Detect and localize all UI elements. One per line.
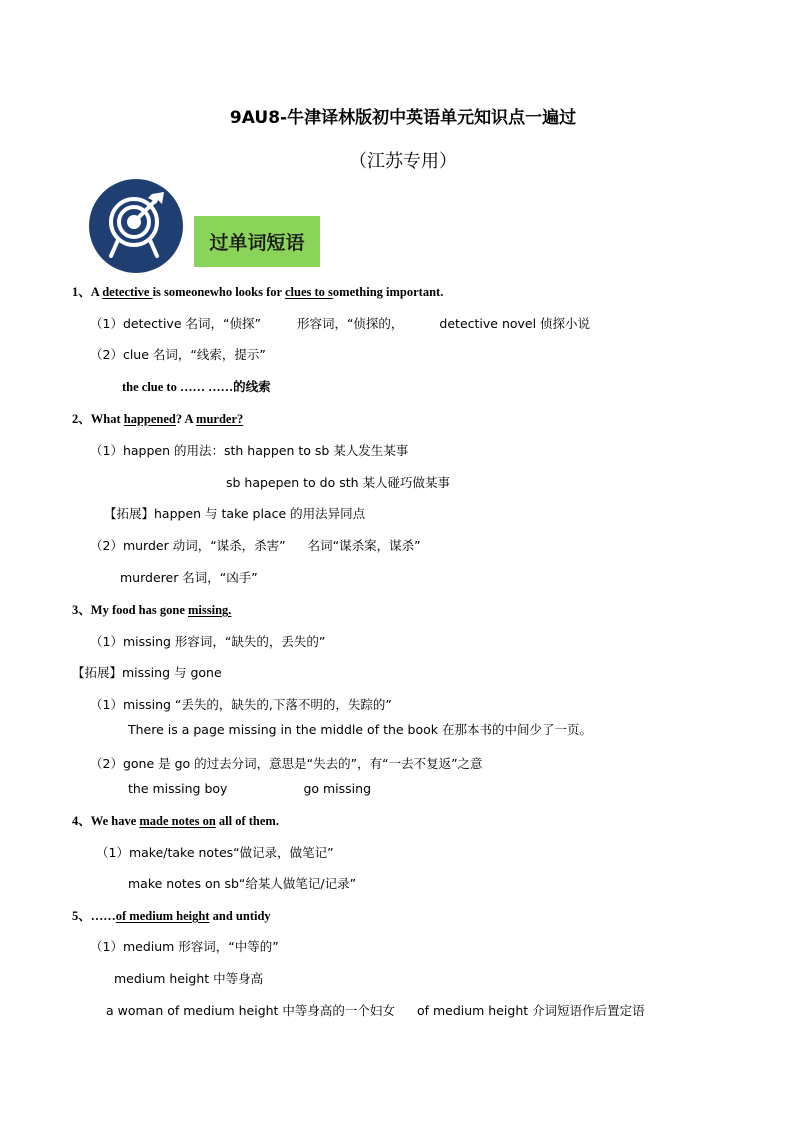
item-5-sub-1: （1）medium 形容词，“中等的”: [90, 939, 279, 954]
text: of medium height 介词短语作后置定语: [416, 1003, 645, 1018]
text: detective novel 侦探小说: [439, 316, 591, 331]
keyword: happened: [123, 412, 176, 426]
item-3-heading: [72, 602, 231, 618]
text: all of them.: [215, 814, 279, 828]
item-5-sub-3: [106, 1003, 645, 1019]
item-1-sub-3: the clue to …… ……的线索: [122, 380, 271, 394]
item-number: 5、: [72, 909, 91, 923]
keyword: made notes on: [139, 814, 216, 828]
item-3-sub-5: （2）gone 是 go 的过去分词，意思是“失去的”，有“一去不复返”之意: [90, 756, 483, 771]
item-number: 2、: [72, 412, 91, 426]
item-5-sub-2: medium height 中等身高: [114, 971, 264, 986]
item-2-sub-2: sb hapepen to do sth 某人碰巧做某事: [226, 475, 451, 490]
item-2-sub-1: （1）happen 的用法：sth happen to sb 某人发生某事: [90, 443, 409, 458]
item-2-sub-3: 【拓展】happen 与 take place 的用法异同点: [104, 506, 366, 521]
text: go missing: [303, 781, 372, 796]
item-3-sub-3: （1）missing “丢失的，缺失的,下落不明的，失踪的”: [90, 697, 392, 712]
text: 名词“谋杀案，谋杀”: [307, 538, 421, 553]
text: is someonewho looks for: [152, 285, 285, 299]
item-5-heading: [72, 908, 271, 924]
keyword: missing.: [188, 603, 232, 617]
keyword: clues to s: [284, 285, 333, 299]
text: （2）murder 动词，“谋杀，杀害”: [90, 538, 286, 553]
item-3-sub-6: [128, 781, 371, 797]
item-number: 1、: [72, 285, 91, 299]
target-icon: [88, 178, 184, 274]
text: a woman of medium height 中等身高的一个妇女: [106, 1003, 395, 1018]
page-subtitle: （江苏专用）: [349, 151, 457, 172]
text: A: [90, 285, 103, 299]
item-number: 4、: [72, 814, 91, 828]
item-number: 3、: [72, 603, 91, 617]
item-2-sub-4: [90, 538, 421, 554]
item-1-sub-2: （2）clue 名词，“线索，提示”: [90, 347, 266, 362]
item-1-sub-1: [90, 316, 590, 332]
text: 形容词，“侦探的，: [296, 316, 404, 331]
item-1-heading: [72, 284, 443, 300]
item-4-heading: [72, 813, 279, 829]
text: ? A: [175, 412, 197, 426]
item-2-sub-5: murderer 名词，“凶手”: [120, 570, 258, 585]
text: ……: [90, 909, 116, 923]
text: What: [90, 412, 124, 426]
item-4-sub-1: （1）make/take notes“做记录，做笔记”: [96, 845, 334, 860]
item-4-sub-2: make notes on sb“给某人做笔记/记录”: [128, 876, 357, 891]
keyword: murder?: [196, 412, 244, 426]
text: My food has gone: [90, 603, 188, 617]
text: omething important.: [332, 285, 444, 299]
item-3-sub-2: 【拓展】missing 与 gone: [72, 665, 222, 680]
text: the missing boy: [128, 781, 228, 796]
item-3-sub-4: There is a page missing in the middle of the book 在那本书的中间少了一页。: [128, 722, 593, 737]
section-banner: 过单词短语: [194, 216, 320, 267]
keyword: of medium height: [115, 909, 210, 923]
text: We have: [90, 814, 140, 828]
page-title: 9AU8-牛津译林版初中英语单元知识点一遍过: [229, 108, 577, 128]
keyword: detective: [102, 285, 153, 299]
text: and untidy: [209, 909, 271, 923]
item-3-sub-1: （1）missing 形容词，“缺失的，丢失的”: [90, 634, 326, 649]
text: （1）detective 名词，“侦探”: [90, 316, 261, 331]
item-2-heading: [72, 411, 243, 427]
